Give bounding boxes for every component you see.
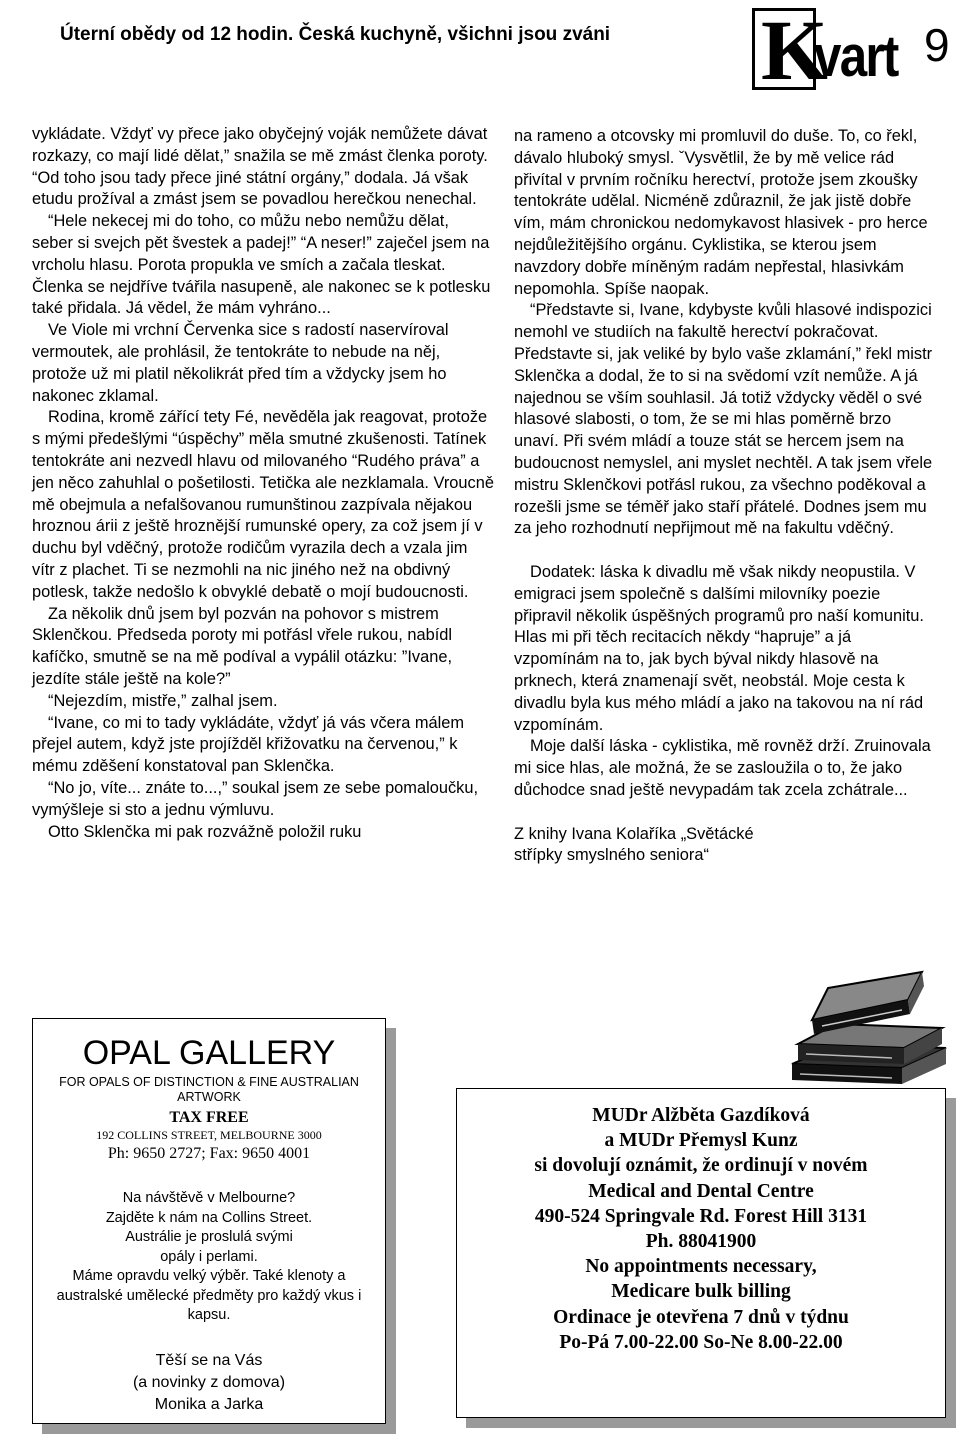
ad-signature [33,1350,385,1416]
paragraph: “Hele nekecej mi do toho, co můžu nebo nemůžu dělat, seber si svejch pět švestek a padej!” “A neser!” zaječel jsem na vrcholu hlasu. Porota propukla ve smích a začala tleskat. Členka se nejdříve tvářila nasupeně, ale nakonec se k potlesku také přidala. Já vědel, že mám vyhráno... [32,212,491,318]
logo-k-letter: K [761,2,828,98]
ad-body-line: Na návštěvě v Melbourne? [122,1190,296,1206]
ad-phone: Ph: 9650 2727; Fax: 9650 4001 [107,1145,311,1162]
medical-centre-ad [456,1088,946,1418]
book-source: Z knihy Ivana Kolaříka „Světácké střípky smyslného seniora“ [514,824,754,865]
ad-body-line: Austrálie je proslulá svými opály i perlami. [125,1229,293,1265]
stack-of-books-icon [782,948,954,1096]
ad-sign-line: (a novinky z domova) [132,1373,286,1391]
article-left-column [32,124,494,843]
paragraph: Moje další láska - cyklistika, mě rovněž drží. Zruinovala mi sice hlas, ale možná, že se zasloužila o to, že jako důchodce snad ještě nevypadám tak zcela zchátrale... [514,737,931,799]
med-line: a MUDr Přemysl Kunz [604,1130,798,1152]
paragraph: Ve Viole mi vrchní Červenka sice s radostí naservíroval vermoutek, ale prohlásil, že tentokráte to nebude na něj, protože už mi platil několikrát před tím a vždycky jsem ho nakonec zklamal. [32,321,449,405]
kvart-logo [752,2,917,98]
paragraph: Otto Sklenčka mi pak rozvážně položil ruku [48,822,362,841]
paragraph: “Představte si, Ivane, kdybyste kvůli hlasové indispozici nemohl ve studiích na fakultě herectví pokračovat. Představte si, jak veliké by bylo vaše zklamání,” řekl mistr Sklenčka a dodal, že to si na svědomí vzít nemůže. A já najednou se vším souhlasil. Já totiž vždycky věděl o své hlasové slabosti, o tom, že se mi hlas poměrně brzo unaví. Při svém mládí a touze stát se hercem jsem na budoucnost nemyslel, ani myslet nechtěl. A tak jsem vřele mistru Sklenčkovi potřásl rukou, za všechno poděkoval a rozešli jsme se téměř jako staří přátelé. Dodnes jsem mu za jeho rozhodnutí nepřijmout mě na fakultu vděčný. [514,301,933,538]
opal-gallery-ad [32,1018,386,1424]
med-line: Po-Pá 7.00-22.00 So-Ne 8.00-22.00 [559,1331,843,1353]
med-line: Ph. 88041900 [645,1231,757,1253]
med-line: Medical and Dental Centre [588,1180,814,1202]
paragraph: “No jo, víte... znáte to...,” soukal jsem ze sebe pomaloučku, vymýšleje si sto a jednu výmluvu. [32,778,478,819]
logo-word: vart [814,24,898,89]
ad-tax-free: TAX FREE [169,1109,249,1126]
paragraph: Rodina, kromě zářící tety Fé, nevěděla jak reagovat, protože s mými předešlými “úspěchy” měla smutné zkušenosti. Tatínek tentokráte ani nezvedl hlavu od milovaného “Rudého práva” a jen něco zahuhlal o pošetilosti. Tetička ale nezklamala. Vroucně mě obejmula a nefalšovanou rumunštinou zazpívala nějakou hroznou árii z ještě hroznější rumunské opery, za což jsem jí v duchu byl vděčný, protože rodičům vyrazila dech a vzala jim vítr z plachet. Ti se nezmohli na nic jiného než na obdivný potlesk, takže nedošlo k obvyklé debatě o mojí budoucnosti. [32,408,494,601]
header-title: Úterní obědy od 12 hodin. Česká kuchyně, všichni jsou zváni [60,24,611,45]
paragraph: vykládate. Vždyť vy přece jako obyčejný voják nemůžete dávat rozkazy, co mají lidé dělat,” snažila se mě zmást členka poroty. “Od toho jsou tady přece jiné státní orgány,” dodala. Já však etudu prožíval a zmást jsem se povadlou herečkou nenechal. [32,125,488,209]
ad-body [33,1189,385,1326]
ad-body-line: Zajděte k nám na Collins Street. [105,1209,313,1226]
med-line: Medicare bulk billing [611,1281,791,1303]
ad-address: 192 COLLINS STREET, MELBOURNE 3000 [96,1128,322,1142]
med-line: si dovolují oznámit, že ordinují v novém [534,1155,868,1177]
paragraph: Za několik dnů jsem byl pozván na pohovor s mistrem Sklenčkou. Předseda poroty mi potřásl vřele rukou, nabídl kafíčko, smutně se na mě podíval a vypálil otázku: ”Ivane, jezdíte stále ještě na kole?” [32,604,453,688]
paragraph: na rameno a otcovsky mi promluvil do duše. To, co řekl, dávalo hluboký smysl. ˇVysvětlil, že by mě velice rád přivítal v prvním ročníku herectví, protože jsem zkoušky tentokráte udělal. Nicméně zdůraznil, že jak jistě dobře vím, mám chronickou nedomykavost hlasivek - pro herce nejdůležitějšího orgánu. Cyklistika, se kterou jsem navzdory dobře míněným radám nepřestal, hlasivkám nepomohla. Spíše naopak. [514,127,928,298]
logo-k-box [752,2,828,98]
ad-body-line: Máme opravdu velký výběr. Také klenoty a australské umělecké předměty pro každý vkus i kapsu. [56,1268,362,1323]
med-line: No appointments necessary, [585,1256,817,1278]
ad-sign-line: Těší se na Vás [155,1351,263,1369]
article-right-column [514,126,934,867]
med-line: Ordinace je otevřena 7 dnů v týdnu [553,1306,849,1328]
ad-title: OPAL GALLERY [82,1034,336,1072]
med-line: MUDr Alžběta Gazdíková [592,1105,810,1126]
ad-subtitle: FOR OPALS OF DISTINCTION & FINE AUSTRALIAN ARTWORK [59,1075,359,1104]
page-header [0,0,960,100]
page-number: 9 [924,19,950,71]
ad-sign-line: Monika a Jarka [154,1395,264,1413]
med-line: 490-524 Springvale Rd. Forest Hill 3131 [534,1205,868,1227]
paragraph: “Nejezdím, mistře,” zalhal jsem. [48,691,278,710]
paragraph: “Ivane, co mi to tady vykládáte, vždyť já vás včera málem přejel autem, když jste projížděl křižovatku na červenou,” k mému zděšení konstatoval pan Sklenčka. [32,713,465,776]
paragraph: Dodatek: láska k divadlu mě však nikdy neopustila. V emigraci jsem společně s dalšími milovníky poezie připravil několik úspěšných programů pro naší komunitu. Hlas mi při těch recitacích někdy “hapruje” a já vzpomínám na to, jak bych býval nikdy hlasově na prknech, která znamenají svět, neobstál. Moje cesta k divadlu byla kus mého mládí a jako na takovou na ní rád vzpomínám. [514,562,924,734]
